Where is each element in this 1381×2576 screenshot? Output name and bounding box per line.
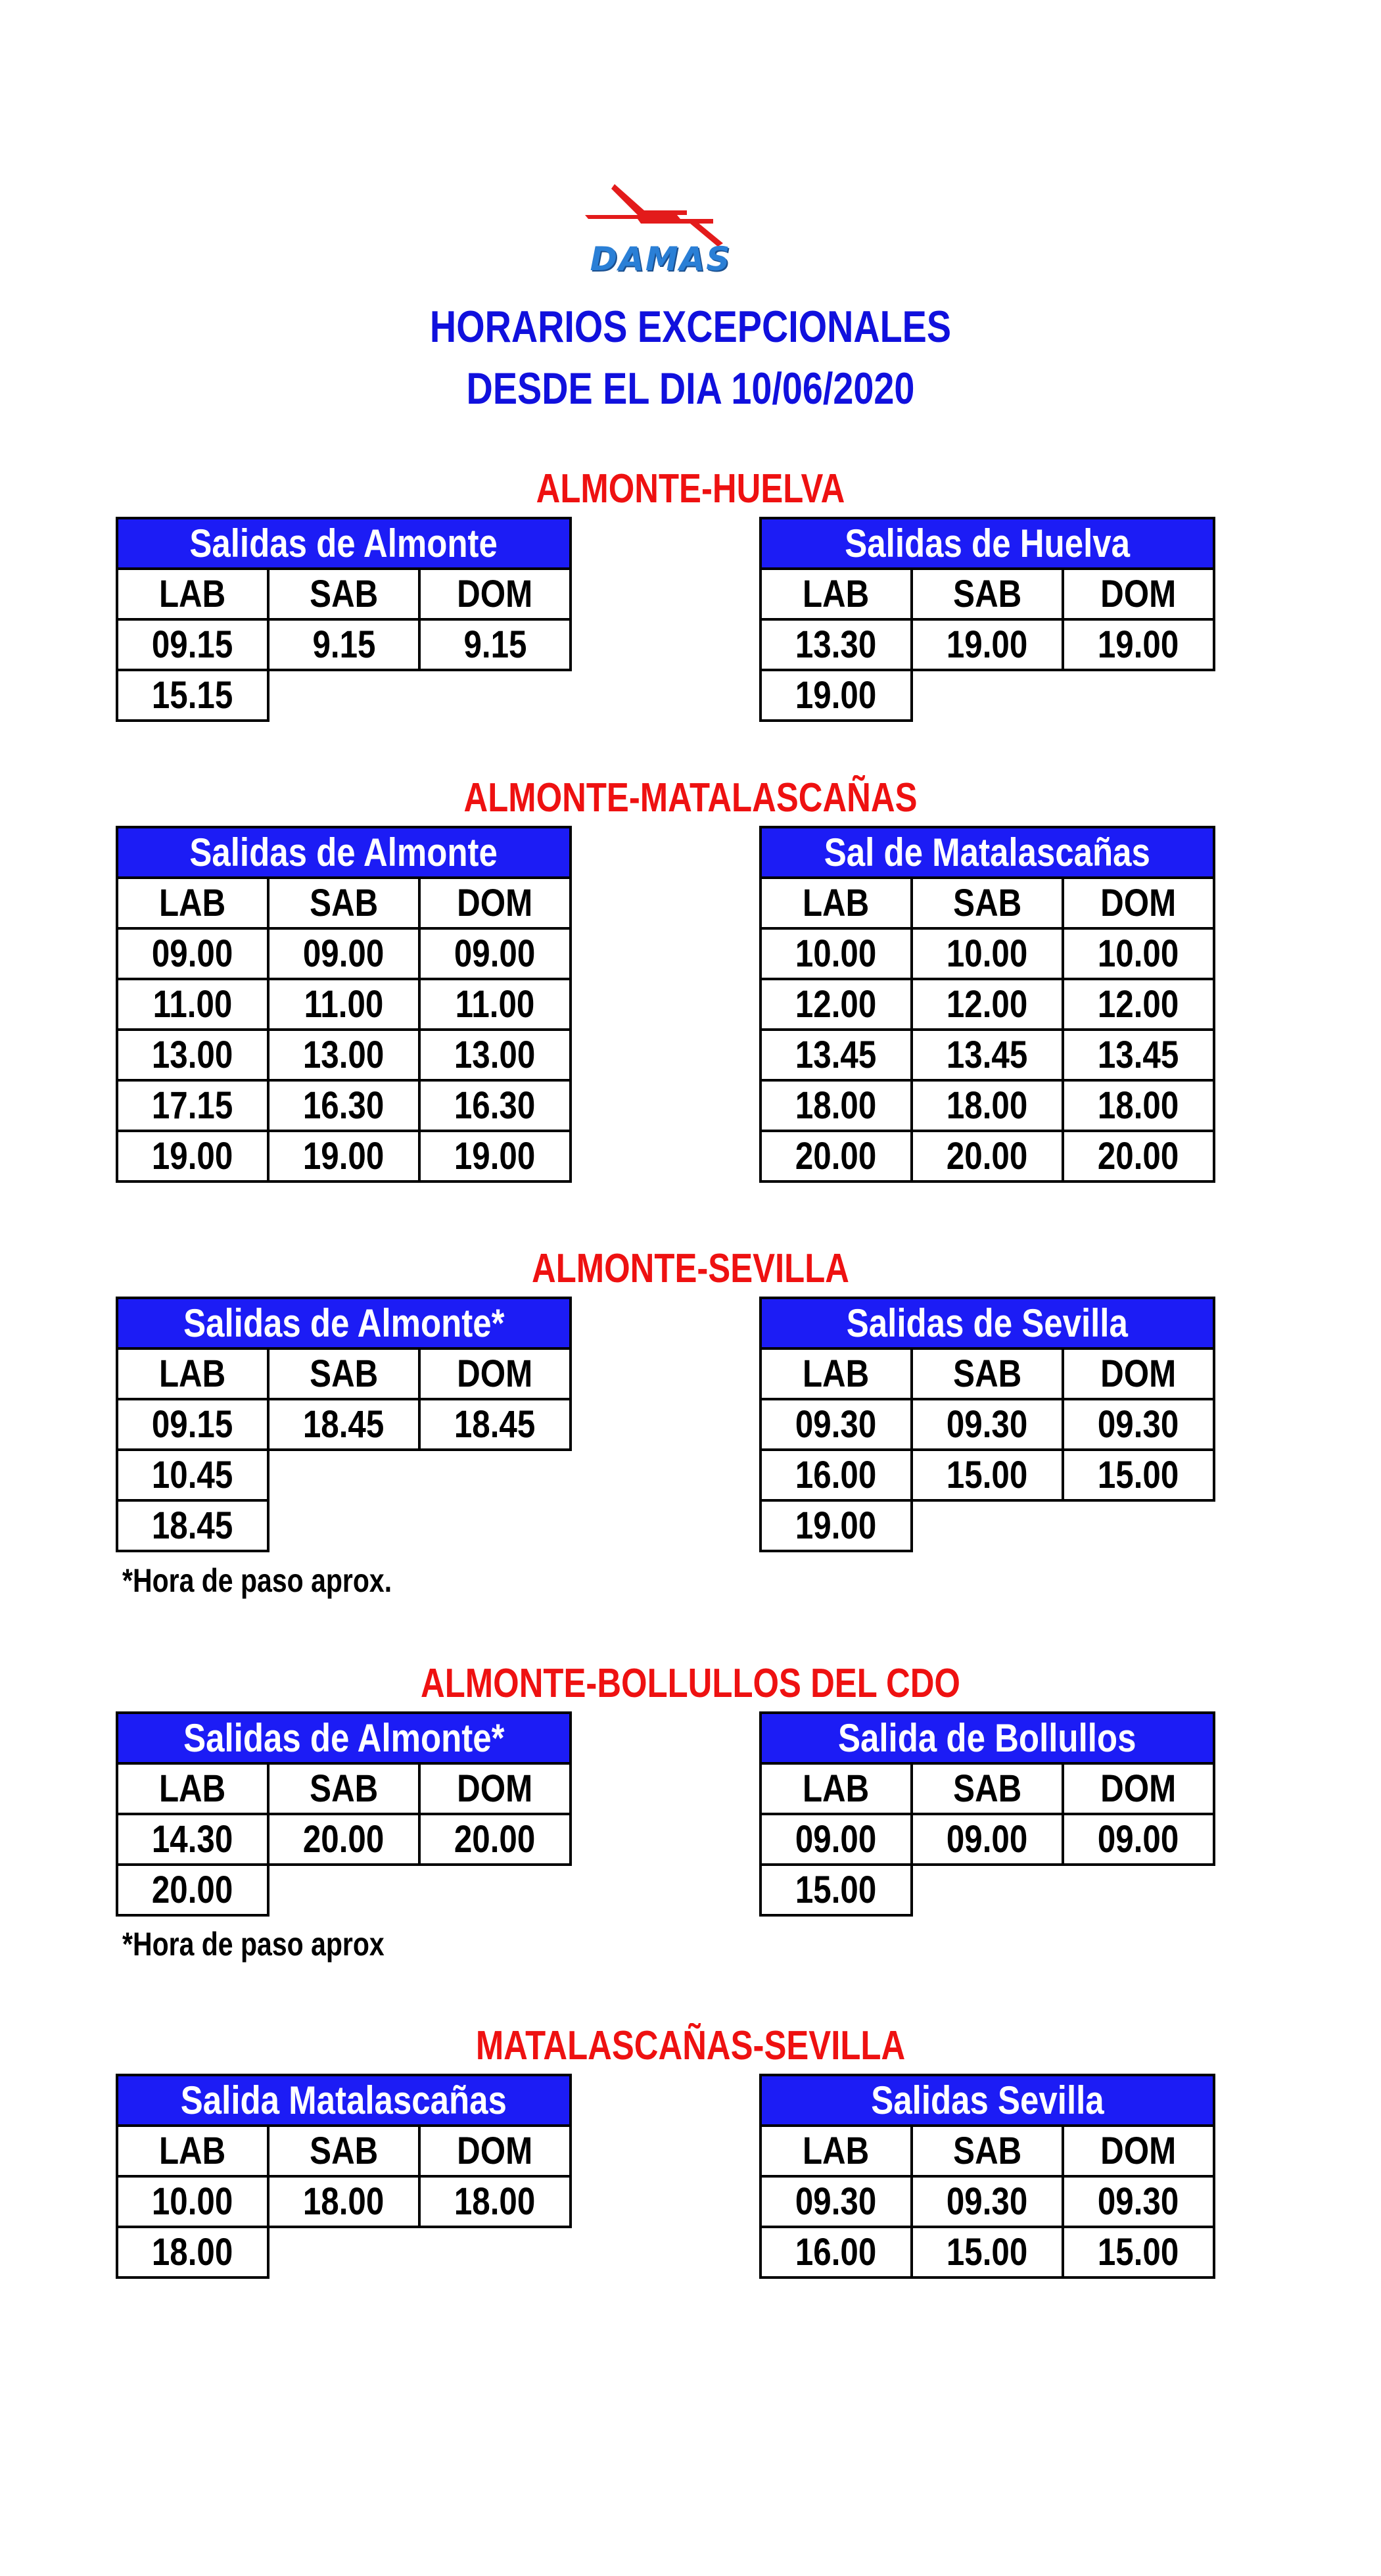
right-schedule-table bbox=[759, 826, 1215, 1183]
table-header-label: Sal de Matalascañas bbox=[824, 830, 1151, 874]
route-title: ALMONTE-BOLLULLOS DEL CDO bbox=[421, 1661, 960, 1706]
column-header: DOM bbox=[419, 2126, 571, 2176]
column-header: DOM bbox=[419, 1348, 571, 1399]
table-row bbox=[761, 928, 1214, 979]
right-schedule-table bbox=[759, 1711, 1215, 1917]
column-header: LAB bbox=[761, 569, 912, 619]
time-cell: 18.00 bbox=[268, 2176, 419, 2227]
time-cell: 15.00 bbox=[761, 1865, 912, 1915]
time-cell: 16.30 bbox=[268, 1080, 419, 1131]
empty-cell bbox=[912, 670, 1063, 721]
route-title: ALMONTE-HUELVA bbox=[536, 466, 845, 512]
column-header: LAB bbox=[761, 1763, 912, 1814]
column-header: SAB bbox=[912, 1348, 1063, 1399]
table-row bbox=[117, 2227, 571, 2278]
time-cell: 18.45 bbox=[419, 1399, 571, 1450]
table-row bbox=[761, 670, 1214, 721]
column-header: SAB bbox=[268, 1763, 419, 1814]
empty-cell bbox=[912, 1865, 1063, 1915]
table-header-label: Salidas de Huelva bbox=[845, 521, 1130, 565]
table-row bbox=[117, 1814, 571, 1865]
time-cell: 10.00 bbox=[912, 928, 1063, 979]
column-header: SAB bbox=[912, 569, 1063, 619]
time-cell: 15.00 bbox=[1063, 2227, 1214, 2278]
empty-cell bbox=[419, 1500, 571, 1551]
column-header: LAB bbox=[117, 2126, 268, 2176]
time-cell: 09.00 bbox=[117, 928, 268, 979]
table-row bbox=[117, 928, 571, 979]
table-header bbox=[117, 2075, 571, 2126]
time-cell: 18.45 bbox=[268, 1399, 419, 1450]
time-cell: 19.00 bbox=[761, 670, 912, 721]
left-schedule-table bbox=[116, 826, 572, 1183]
time-cell: 19.00 bbox=[268, 1131, 419, 1181]
time-cell: 09.30 bbox=[761, 2176, 912, 2227]
route-title: ALMONTE-SEVILLA bbox=[532, 1246, 849, 1291]
time-cell: 13.45 bbox=[912, 1030, 1063, 1080]
table-header-label: Salidas de Almonte* bbox=[183, 1716, 505, 1760]
time-cell: 20.00 bbox=[761, 1131, 912, 1181]
column-header: DOM bbox=[419, 1763, 571, 1814]
column-header: LAB bbox=[117, 569, 268, 619]
route-footnote: *Hora de paso aprox. bbox=[122, 1562, 392, 1599]
table-row bbox=[761, 1865, 1214, 1915]
table-row bbox=[117, 979, 571, 1030]
table-row bbox=[117, 1399, 571, 1450]
time-cell: 10.45 bbox=[117, 1450, 268, 1500]
route-title: ALMONTE-MATALASCAÑAS bbox=[463, 775, 918, 821]
time-cell: 20.00 bbox=[117, 1865, 268, 1915]
table-header bbox=[761, 827, 1214, 878]
time-cell: 13.45 bbox=[761, 1030, 912, 1080]
left-schedule-table bbox=[116, 2074, 572, 2279]
empty-cell bbox=[419, 2227, 571, 2278]
time-cell: 14.30 bbox=[117, 1814, 268, 1865]
column-header: DOM bbox=[419, 878, 571, 928]
table-header bbox=[761, 1298, 1214, 1348]
column-header: SAB bbox=[912, 1763, 1063, 1814]
column-header: DOM bbox=[1063, 878, 1214, 928]
empty-cell bbox=[419, 1450, 571, 1500]
time-cell: 17.15 bbox=[117, 1080, 268, 1131]
empty-cell bbox=[268, 2227, 419, 2278]
time-cell: 10.00 bbox=[1063, 928, 1214, 979]
column-header: DOM bbox=[1063, 2126, 1214, 2176]
empty-cell bbox=[268, 670, 419, 721]
table-row bbox=[761, 1131, 1214, 1181]
table-row bbox=[117, 1865, 571, 1915]
column-header: SAB bbox=[268, 878, 419, 928]
time-cell: 18.45 bbox=[117, 1500, 268, 1551]
time-cell: 20.00 bbox=[912, 1131, 1063, 1181]
table-row bbox=[761, 1030, 1214, 1080]
table-row bbox=[761, 1450, 1214, 1500]
time-cell: 09.30 bbox=[1063, 1399, 1214, 1450]
column-header: DOM bbox=[1063, 1348, 1214, 1399]
table-row bbox=[761, 1399, 1214, 1450]
time-cell: 09.00 bbox=[268, 928, 419, 979]
column-header: DOM bbox=[419, 569, 571, 619]
time-cell: 18.00 bbox=[761, 1080, 912, 1131]
column-header-row bbox=[761, 1348, 1214, 1399]
right-schedule-table bbox=[759, 1297, 1215, 1552]
table-header bbox=[117, 827, 571, 878]
table-row bbox=[117, 1030, 571, 1080]
table-header bbox=[117, 1713, 571, 1763]
table-row bbox=[117, 1450, 571, 1500]
time-cell: 16.00 bbox=[761, 1450, 912, 1500]
column-header: SAB bbox=[268, 569, 419, 619]
page-title-line-1: HORARIOS EXCEPCIONALES bbox=[429, 302, 952, 352]
empty-cell bbox=[912, 1500, 1063, 1551]
table-header-label: Salidas de Almonte bbox=[189, 830, 498, 874]
route-title: MATALASCAÑAS-SEVILLA bbox=[475, 2023, 906, 2068]
table-header-label: Salida Matalascañas bbox=[180, 2078, 507, 2122]
column-header: LAB bbox=[761, 2126, 912, 2176]
damas-wordmark: DAMAS bbox=[590, 240, 732, 278]
time-cell: 19.00 bbox=[761, 1500, 912, 1551]
time-cell: 16.00 bbox=[761, 2227, 912, 2278]
time-cell: 20.00 bbox=[1063, 1131, 1214, 1181]
time-cell: 09.00 bbox=[912, 1814, 1063, 1865]
left-schedule-table bbox=[116, 1297, 572, 1552]
column-header-row bbox=[761, 1763, 1214, 1814]
table-header bbox=[761, 518, 1214, 569]
time-cell: 12.00 bbox=[761, 979, 912, 1030]
column-header: SAB bbox=[268, 2126, 419, 2176]
time-cell: 19.00 bbox=[912, 619, 1063, 670]
table-row bbox=[761, 619, 1214, 670]
table-row bbox=[761, 1500, 1214, 1551]
empty-cell bbox=[419, 670, 571, 721]
time-cell: 10.00 bbox=[761, 928, 912, 979]
empty-cell bbox=[268, 1500, 419, 1551]
column-header-row bbox=[761, 569, 1214, 619]
time-cell: 19.00 bbox=[419, 1131, 571, 1181]
table-row bbox=[117, 670, 571, 721]
column-header-row bbox=[117, 569, 571, 619]
time-cell: 20.00 bbox=[268, 1814, 419, 1865]
column-header-row bbox=[117, 1763, 571, 1814]
empty-cell bbox=[1063, 1865, 1214, 1915]
table-header bbox=[117, 1298, 571, 1348]
column-header: LAB bbox=[761, 878, 912, 928]
time-cell: 19.00 bbox=[1063, 619, 1214, 670]
time-cell: 9.15 bbox=[268, 619, 419, 670]
damas-logo bbox=[572, 174, 749, 279]
left-schedule-table bbox=[116, 517, 572, 722]
time-cell: 13.30 bbox=[761, 619, 912, 670]
table-row bbox=[117, 619, 571, 670]
column-header-row bbox=[117, 1348, 571, 1399]
column-header: SAB bbox=[268, 1348, 419, 1399]
time-cell: 18.00 bbox=[117, 2227, 268, 2278]
time-cell: 09.30 bbox=[912, 1399, 1063, 1450]
time-cell: 13.00 bbox=[117, 1030, 268, 1080]
time-cell: 11.00 bbox=[268, 979, 419, 1030]
table-header-label: Salidas Sevilla bbox=[870, 2078, 1104, 2122]
time-cell: 18.00 bbox=[912, 1080, 1063, 1131]
time-cell: 15.00 bbox=[912, 1450, 1063, 1500]
column-header: LAB bbox=[761, 1348, 912, 1399]
column-header-row bbox=[761, 2126, 1214, 2176]
table-header bbox=[117, 518, 571, 569]
page-title-line-2: DESDE EL DIA 10/06/2020 bbox=[466, 364, 915, 414]
time-cell: 09.30 bbox=[912, 2176, 1063, 2227]
time-cell: 09.15 bbox=[117, 619, 268, 670]
right-schedule-table bbox=[759, 2074, 1215, 2279]
right-schedule-table bbox=[759, 517, 1215, 722]
time-cell: 10.00 bbox=[117, 2176, 268, 2227]
time-cell: 15.00 bbox=[1063, 1450, 1214, 1500]
table-row bbox=[761, 1080, 1214, 1131]
table-row bbox=[761, 1814, 1214, 1865]
time-cell: 15.00 bbox=[912, 2227, 1063, 2278]
column-header-row bbox=[117, 878, 571, 928]
time-cell: 09.00 bbox=[761, 1814, 912, 1865]
table-row bbox=[117, 1080, 571, 1131]
time-cell: 18.00 bbox=[419, 2176, 571, 2227]
time-cell: 11.00 bbox=[117, 979, 268, 1030]
time-cell: 09.30 bbox=[761, 1399, 912, 1450]
time-cell: 13.00 bbox=[419, 1030, 571, 1080]
time-cell: 12.00 bbox=[912, 979, 1063, 1030]
time-cell: 12.00 bbox=[1063, 979, 1214, 1030]
column-header: LAB bbox=[117, 1763, 268, 1814]
time-cell: 9.15 bbox=[419, 619, 571, 670]
empty-cell bbox=[419, 1865, 571, 1915]
time-cell: 09.00 bbox=[1063, 1814, 1214, 1865]
time-cell: 09.15 bbox=[117, 1399, 268, 1450]
table-row bbox=[761, 979, 1214, 1030]
column-header-row bbox=[761, 878, 1214, 928]
empty-cell bbox=[1063, 1500, 1214, 1551]
table-row bbox=[761, 2227, 1214, 2278]
column-header: LAB bbox=[117, 1348, 268, 1399]
empty-cell bbox=[1063, 670, 1214, 721]
time-cell: 18.00 bbox=[1063, 1080, 1214, 1131]
time-cell: 19.00 bbox=[117, 1131, 268, 1181]
empty-cell bbox=[268, 1450, 419, 1500]
table-row bbox=[761, 2176, 1214, 2227]
column-header: SAB bbox=[912, 2126, 1063, 2176]
time-cell: 13.45 bbox=[1063, 1030, 1214, 1080]
table-header-label: Salidas de Almonte* bbox=[183, 1301, 505, 1345]
column-header: LAB bbox=[117, 878, 268, 928]
column-header: SAB bbox=[912, 878, 1063, 928]
table-row bbox=[117, 2176, 571, 2227]
table-header bbox=[761, 2075, 1214, 2126]
time-cell: 09.00 bbox=[419, 928, 571, 979]
table-header-label: Salidas de Sevilla bbox=[846, 1301, 1129, 1345]
time-cell: 15.15 bbox=[117, 670, 268, 721]
column-header: DOM bbox=[1063, 569, 1214, 619]
table-header-label: Salida de Bollullos bbox=[838, 1716, 1136, 1760]
left-schedule-table bbox=[116, 1711, 572, 1917]
route-footnote: *Hora de paso aprox bbox=[122, 1926, 385, 1963]
table-row bbox=[117, 1500, 571, 1551]
empty-cell bbox=[268, 1865, 419, 1915]
table-row bbox=[117, 1131, 571, 1181]
column-header-row bbox=[117, 2126, 571, 2176]
time-cell: 11.00 bbox=[419, 979, 571, 1030]
column-header: DOM bbox=[1063, 1763, 1214, 1814]
time-cell: 13.00 bbox=[268, 1030, 419, 1080]
time-cell: 09.30 bbox=[1063, 2176, 1214, 2227]
table-header-label: Salidas de Almonte bbox=[189, 521, 498, 565]
time-cell: 16.30 bbox=[419, 1080, 571, 1131]
time-cell: 20.00 bbox=[419, 1814, 571, 1865]
table-header bbox=[761, 1713, 1214, 1763]
